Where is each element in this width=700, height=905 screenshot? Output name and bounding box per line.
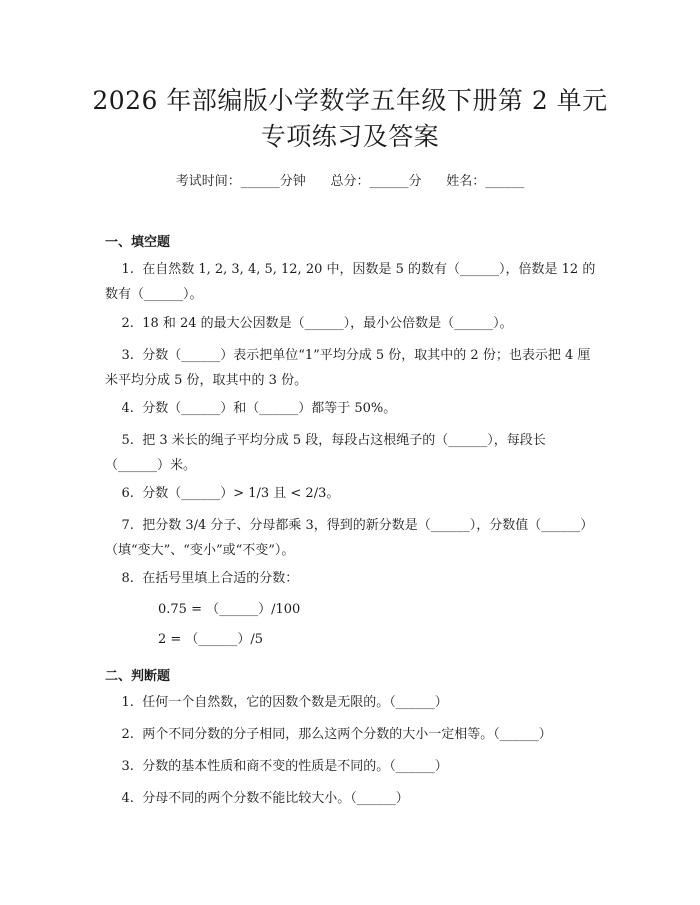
page-title-line-1: 2026 年部编版小学数学五年级下册第 2 单元 [92, 86, 608, 115]
fill-question-5: 5. 把 3 米长的绳子平均分成 5 段，每段占这根绳子的（______），每段长（______）米。 [105, 433, 546, 473]
judge-question-1: 1. 任何一个自然数，它的因数个数是无限的。（______） [105, 695, 448, 710]
fill-question-7: 7. 把分数 3/4 分子、分母都乘 3，得到的新分数是（______），分数值（______）（填“变大”、“变小”或“不变”）。 [105, 518, 594, 558]
fill-question-8-sub-1: 0.75 = （______）/100 [158, 602, 301, 617]
judge-question-3: 3. 分数的基本性质和商不变的性质是不同的。（______） [105, 759, 448, 774]
page-title-line-2: 专项练习及答案 [260, 122, 440, 151]
fill-question-8: 8. 在括号里填上合适的分数： [105, 571, 299, 586]
fill-question-4: 4. 分数（______）和（______）都等于 50%。 [105, 401, 397, 416]
section-true-false-title: 二、判断题 [105, 669, 171, 684]
fill-question-3: 3. 分数（______）表示把单位“1”平均分成 5 份，取其中的 2 份；也表示把 4 厘米平均分成 5 份，取其中的 3 份。 [105, 348, 591, 388]
fill-question-8-sub-2: 2 = （______）/5 [158, 632, 264, 647]
judge-question-2: 2. 两个不同分数的分子相同，那么这两个分数的大小一定相等。（______） [105, 727, 552, 742]
fill-question-6: 6. 分数（______）> 1/3 且 < 2/3。 [105, 486, 340, 501]
section-fill-in-title: 一、填空题 [105, 235, 171, 250]
fill-question-1: 1. 在自然数 1, 2, 3, 4, 5, 12, 20 中，因数是 5 的数有（______），倍数是 12 的数有（______）。 [105, 262, 596, 302]
judge-question-4: 4. 分母不同的两个分数不能比较大小。（______） [105, 791, 409, 806]
exam-meta-info: 考试时间：______分钟 总分：______分 姓名：______ [175, 174, 525, 189]
fill-question-2: 2. 18 和 24 的最大公因数是（______），最小公倍数是（______）。 [105, 316, 513, 331]
